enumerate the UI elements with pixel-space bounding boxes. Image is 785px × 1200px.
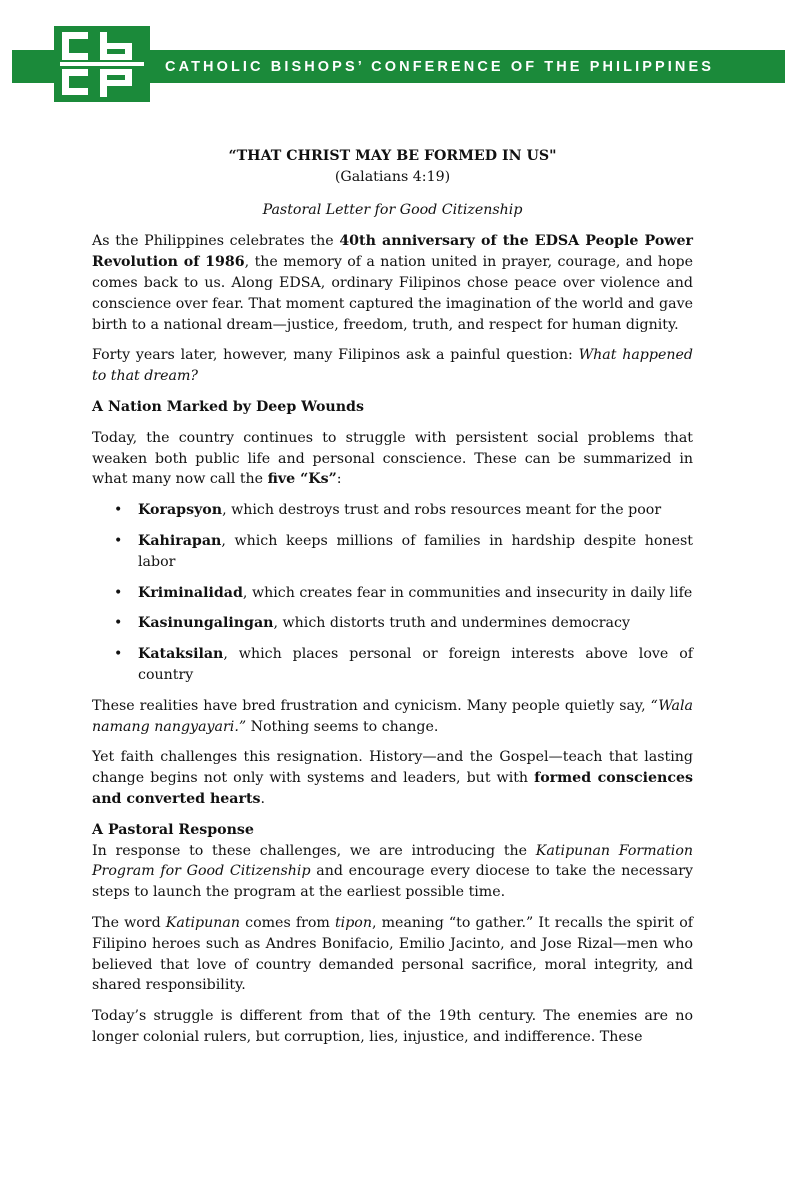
five-ks-list [92, 500, 693, 686]
list-item: • Kahirapan, which keeps millions of families in hardship despite honest labor [114, 532, 693, 570]
faith-paragraph: Yet faith challenges this resignation. History—and the Gospel—teach that lasting change begins not only with systems and leaders, but with formed consciences and converted hearts. [92, 749, 693, 807]
today-paragraph: Today’s struggle is different from that of the 19th century. The enemies are no longer colonial rulers, but corruption, lies, injustice, and indifference. These [92, 1008, 693, 1045]
five-ks-intro: Today, the country continues to struggle with persistent social problems that weaken both public life and personal conscience. These can be summarized in what many now call the five “Ks”: [92, 429, 693, 488]
bullet-icon: • [114, 615, 123, 632]
intro-paragraph: As the Philippines celebrates the 40th anniversary of the EDSA People Power Revolution of 1986, the memory of a nation united in prayer, courage, and hope comes back to us. Along EDSA, ordinary Filipinos chose peace over violence and conscience over fear. That moment captured the imagination of the world and gave birth to a national dream—justice, freedom, truth, and respect for human dignity. [92, 233, 693, 333]
response-paragraph: In response to these challenges, we are introducing the Katipunan Formation Program for Good Citizenship and encourage every diocese to take the necessary steps to launch the program at the earliest possible time. [92, 842, 693, 901]
letter-title: “THAT CHRIST MAY BE FORMED IN US" [228, 148, 557, 164]
section-heading-response: A Pastoral Response [92, 821, 254, 838]
section-heading-wounds: A Nation Marked by Deep Wounds [92, 398, 364, 415]
cbcp-logo-icon [54, 26, 150, 102]
scripture-reference: (Galatians 4:19) [334, 168, 451, 185]
letter-subtitle: Pastoral Letter for Good Citizenship [262, 201, 523, 218]
list-item: • Kataksilan, which places personal or foreign interests above love of country [114, 646, 693, 683]
bullet-icon: • [114, 584, 123, 601]
realities-paragraph: These realities have bred frustration and cynicism. Many people quietly say, “Wala namang nangyayari.” Nothing seems to change. [92, 697, 693, 735]
list-item: • Kasinungalingan, which distorts truth and undermines democracy [92, 613, 693, 634]
list-item: • Korapsyon, which destroys trust and robs resources meant for the poor [92, 500, 693, 521]
org-name: CATHOLIC BISHOPS’ CONFERENCE OF THE PHILIPPINES [165, 59, 715, 75]
question-paragraph: Forty years later, however, many Filipinos ask a painful question: What happened to that dream? [92, 347, 693, 385]
katipunan-paragraph: The word Katipunan comes from tipon, meaning “to gather.” It recalls the spirit of Filipino heroes such as Andres Bonifacio, Emilio Jacinto, and Jose Rizal—men who believed that love of country demanded personal sacrifice, moral integrity, and shared responsibility. [92, 914, 693, 994]
bullet-icon: • [114, 502, 123, 519]
bullet-icon: • [114, 646, 123, 663]
bullet-icon: • [114, 532, 123, 549]
pastoral-letter [92, 140, 693, 1058]
list-item: • Kriminalidad, which creates fear in communities and insecurity in daily life [92, 583, 693, 604]
